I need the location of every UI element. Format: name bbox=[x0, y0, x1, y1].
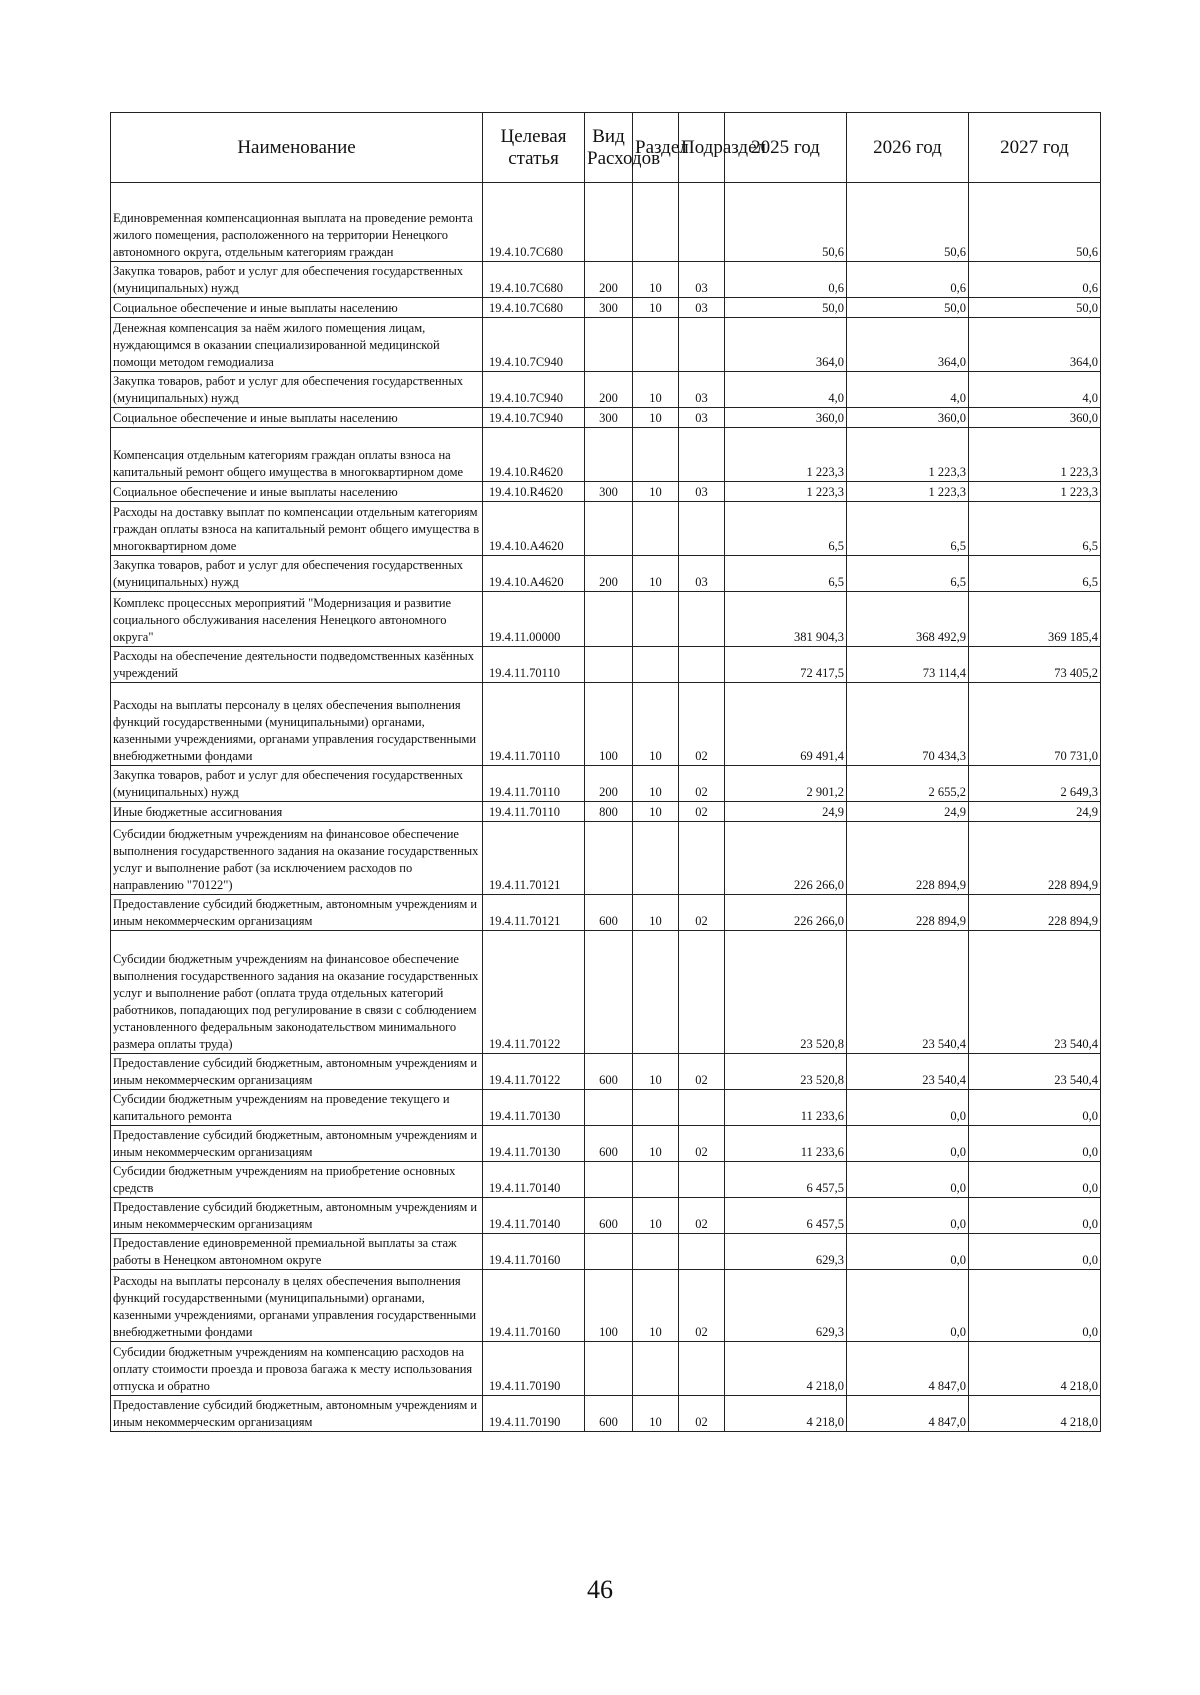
row-name: Расходы на выплаты персоналу в целях обеспечения выполнения функций государственными (муниципальными) органами, казенными учреждениями, органами управления государственными внебюджетными фондами bbox=[111, 1270, 483, 1342]
row-name: Субсидии бюджетным учреждениям на проведение текущего и капитального ремонта bbox=[111, 1090, 483, 1126]
row-name: Предоставление субсидий бюджетным, автономным учреждениям и иным некоммерческим организациям bbox=[111, 1054, 483, 1090]
row-value-2027: 4,0 bbox=[969, 372, 1101, 408]
row-name: Денежная компенсация за наём жилого помещения лицам, нуждающимся в оказании специализированной медицинской помощи методом гемодиализа bbox=[111, 318, 483, 372]
row-razdel: 10 bbox=[633, 556, 679, 592]
row-code: 19.4.11.70110 bbox=[483, 802, 585, 822]
row-podrazdel: 02 bbox=[679, 683, 725, 766]
row-vid bbox=[585, 822, 633, 895]
row-vid bbox=[585, 1234, 633, 1270]
row-value-2027: 0,0 bbox=[969, 1126, 1101, 1162]
row-vid: 200 bbox=[585, 556, 633, 592]
row-value-2027: 0,0 bbox=[969, 1234, 1101, 1270]
row-name: Компенсация отдельным категориям граждан оплаты взноса на капитальный ремонт общего имущества в многоквартирном доме bbox=[111, 428, 483, 482]
budget-table bbox=[110, 112, 1101, 1432]
table-body bbox=[111, 183, 1101, 1432]
row-razdel bbox=[633, 1234, 679, 1270]
row-vid: 300 bbox=[585, 298, 633, 318]
table-row bbox=[111, 372, 1101, 408]
row-name: Закупка товаров, работ и услуг для обеспечения государственных (муниципальных) нужд bbox=[111, 262, 483, 298]
row-razdel: 10 bbox=[633, 482, 679, 502]
row-vid: 300 bbox=[585, 408, 633, 428]
row-razdel bbox=[633, 183, 679, 262]
row-podrazdel: 03 bbox=[679, 262, 725, 298]
row-value-2027: 360,0 bbox=[969, 408, 1101, 428]
row-value-2025: 11 233,6 bbox=[725, 1126, 847, 1162]
header-2027: 2027 год bbox=[969, 113, 1101, 183]
row-value-2025: 360,0 bbox=[725, 408, 847, 428]
row-name: Предоставление субсидий бюджетным, автономным учреждениям и иным некоммерческим организациям bbox=[111, 1126, 483, 1162]
row-code: 19.4.10.7С940 bbox=[483, 318, 585, 372]
row-podrazdel bbox=[679, 1234, 725, 1270]
row-name: Расходы на выплаты персоналу в целях обеспечения выполнения функций государственными (муниципальными) органами, казенными учреждениями, органами управления государственными внебюджетными фондами bbox=[111, 683, 483, 766]
row-code: 19.4.11.70122 bbox=[483, 1054, 585, 1090]
row-code: 19.4.11.70190 bbox=[483, 1396, 585, 1432]
row-name: Субсидии бюджетным учреждениям на финансовое обеспечение выполнения государственного задания на оказание государственных услуг и выполнение работ (за исключением расходов по направлению "70122") bbox=[111, 822, 483, 895]
row-razdel bbox=[633, 502, 679, 556]
row-podrazdel bbox=[679, 931, 725, 1054]
row-value-2025: 23 520,8 bbox=[725, 1054, 847, 1090]
row-value-2026: 50,0 bbox=[847, 298, 969, 318]
row-value-2027: 4 218,0 bbox=[969, 1396, 1101, 1432]
table-row bbox=[111, 647, 1101, 683]
row-value-2027: 228 894,9 bbox=[969, 822, 1101, 895]
row-value-2026: 0,0 bbox=[847, 1090, 969, 1126]
row-name: Субсидии бюджетным учреждениям на финансовое обеспечение выполнения государственного задания на оказание государственных услуг и выполнение работ (оплата труда отдельных категорий работников, попадающих под регулирование в связи с соблюдением установленного федеральным законодательством минимального размера оплаты труда) bbox=[111, 931, 483, 1054]
row-value-2025: 6,5 bbox=[725, 556, 847, 592]
row-vid bbox=[585, 931, 633, 1054]
page-number: 46 bbox=[587, 1575, 613, 1604]
row-podrazdel: 02 bbox=[679, 802, 725, 822]
row-value-2027: 23 540,4 bbox=[969, 1054, 1101, 1090]
row-code: 19.4.11.70121 bbox=[483, 822, 585, 895]
row-value-2025: 4 218,0 bbox=[725, 1342, 847, 1396]
row-value-2027: 0,0 bbox=[969, 1090, 1101, 1126]
row-value-2026: 0,0 bbox=[847, 1234, 969, 1270]
row-value-2026: 4 847,0 bbox=[847, 1342, 969, 1396]
table-row bbox=[111, 502, 1101, 556]
row-vid bbox=[585, 647, 633, 683]
header-razdel: Раздел bbox=[633, 113, 679, 183]
row-code: 19.4.10.R4620 bbox=[483, 482, 585, 502]
row-vid bbox=[585, 592, 633, 647]
row-value-2026: 228 894,9 bbox=[847, 822, 969, 895]
row-value-2026: 2 655,2 bbox=[847, 766, 969, 802]
row-value-2026: 73 114,4 bbox=[847, 647, 969, 683]
row-vid bbox=[585, 183, 633, 262]
row-name: Предоставление субсидий бюджетным, автономным учреждениям и иным некоммерческим организациям bbox=[111, 1198, 483, 1234]
row-code: 19.4.10.7С940 bbox=[483, 408, 585, 428]
row-value-2027: 369 185,4 bbox=[969, 592, 1101, 647]
row-code: 19.4.11.70130 bbox=[483, 1090, 585, 1126]
row-value-2025: 50,0 bbox=[725, 298, 847, 318]
row-vid: 300 bbox=[585, 482, 633, 502]
row-value-2025: 364,0 bbox=[725, 318, 847, 372]
row-value-2027: 6,5 bbox=[969, 502, 1101, 556]
row-value-2026: 0,0 bbox=[847, 1162, 969, 1198]
row-vid: 100 bbox=[585, 683, 633, 766]
table-row bbox=[111, 802, 1101, 822]
table-header-row bbox=[111, 113, 1101, 183]
row-value-2027: 4 218,0 bbox=[969, 1342, 1101, 1396]
row-value-2025: 4,0 bbox=[725, 372, 847, 408]
row-name: Закупка товаров, работ и услуг для обеспечения государственных (муниципальных) нужд bbox=[111, 556, 483, 592]
row-podrazdel bbox=[679, 1090, 725, 1126]
row-podrazdel: 02 bbox=[679, 1198, 725, 1234]
row-value-2027: 228 894,9 bbox=[969, 895, 1101, 931]
header-2026: 2026 год bbox=[847, 113, 969, 183]
row-vid: 600 bbox=[585, 1126, 633, 1162]
row-razdel bbox=[633, 592, 679, 647]
row-name: Социальное обеспечение и иные выплаты населению bbox=[111, 482, 483, 502]
header-podrazdel: Подраздел bbox=[679, 113, 725, 183]
row-name: Расходы на доставку выплат по компенсации отдельным категориям граждан оплаты взноса на капитальный ремонт общего имущества в многоквартирном доме bbox=[111, 502, 483, 556]
row-podrazdel bbox=[679, 183, 725, 262]
row-value-2025: 2 901,2 bbox=[725, 766, 847, 802]
row-value-2026: 6,5 bbox=[847, 502, 969, 556]
row-code: 19.4.11.70122 bbox=[483, 931, 585, 1054]
row-value-2027: 0,0 bbox=[969, 1162, 1101, 1198]
row-razdel: 10 bbox=[633, 262, 679, 298]
row-razdel: 10 bbox=[633, 802, 679, 822]
row-value-2025: 24,9 bbox=[725, 802, 847, 822]
row-value-2025: 226 266,0 bbox=[725, 895, 847, 931]
row-podrazdel: 03 bbox=[679, 372, 725, 408]
row-razdel: 10 bbox=[633, 298, 679, 318]
row-podrazdel: 02 bbox=[679, 1126, 725, 1162]
row-podrazdel: 03 bbox=[679, 408, 725, 428]
row-name: Субсидии бюджетным учреждениям на компенсацию расходов на оплату стоимости проезда и провоза багажа к месту использования отпуска и обратно bbox=[111, 1342, 483, 1396]
row-code: 19.4.10.7С680 bbox=[483, 262, 585, 298]
row-value-2026: 23 540,4 bbox=[847, 1054, 969, 1090]
table-row bbox=[111, 262, 1101, 298]
table-row bbox=[111, 1198, 1101, 1234]
table-row bbox=[111, 1162, 1101, 1198]
row-podrazdel bbox=[679, 822, 725, 895]
row-podrazdel: 03 bbox=[679, 298, 725, 318]
row-name: Закупка товаров, работ и услуг для обеспечения государственных (муниципальных) нужд bbox=[111, 372, 483, 408]
row-podrazdel: 03 bbox=[679, 556, 725, 592]
row-razdel bbox=[633, 822, 679, 895]
row-name: Предоставление единовременной премиальной выплаты за стаж работы в Ненецком автономном округе bbox=[111, 1234, 483, 1270]
row-razdel bbox=[633, 1090, 679, 1126]
row-value-2026: 1 223,3 bbox=[847, 482, 969, 502]
row-value-2027: 50,0 bbox=[969, 298, 1101, 318]
row-code: 19.4.11.70121 bbox=[483, 895, 585, 931]
row-value-2026: 228 894,9 bbox=[847, 895, 969, 931]
row-vid bbox=[585, 1162, 633, 1198]
header-name: Наименование bbox=[111, 113, 483, 183]
row-razdel bbox=[633, 931, 679, 1054]
table-row bbox=[111, 1270, 1101, 1342]
row-value-2027: 1 223,3 bbox=[969, 428, 1101, 482]
row-code: 19.4.10.7С680 bbox=[483, 183, 585, 262]
row-code: 19.4.10.R4620 bbox=[483, 428, 585, 482]
row-value-2026: 24,9 bbox=[847, 802, 969, 822]
row-razdel: 10 bbox=[633, 372, 679, 408]
table-row bbox=[111, 318, 1101, 372]
row-podrazdel bbox=[679, 647, 725, 683]
row-razdel: 10 bbox=[633, 1270, 679, 1342]
row-value-2025: 11 233,6 bbox=[725, 1090, 847, 1126]
row-code: 19.4.11.70160 bbox=[483, 1270, 585, 1342]
row-vid: 600 bbox=[585, 1198, 633, 1234]
row-vid bbox=[585, 1090, 633, 1126]
budget-table-container bbox=[110, 112, 1100, 1432]
row-vid: 800 bbox=[585, 802, 633, 822]
row-podrazdel: 02 bbox=[679, 1396, 725, 1432]
row-vid bbox=[585, 318, 633, 372]
table-row bbox=[111, 556, 1101, 592]
table-row bbox=[111, 1090, 1101, 1126]
row-code: 19.4.10.7С940 bbox=[483, 372, 585, 408]
row-value-2026: 0,0 bbox=[847, 1198, 969, 1234]
table-row bbox=[111, 1342, 1101, 1396]
row-code: 19.4.11.70160 bbox=[483, 1234, 585, 1270]
row-value-2027: 364,0 bbox=[969, 318, 1101, 372]
table-row bbox=[111, 931, 1101, 1054]
row-vid: 600 bbox=[585, 1054, 633, 1090]
row-value-2025: 226 266,0 bbox=[725, 822, 847, 895]
row-value-2025: 69 491,4 bbox=[725, 683, 847, 766]
row-razdel bbox=[633, 428, 679, 482]
row-name: Субсидии бюджетным учреждениям на приобретение основных средств bbox=[111, 1162, 483, 1198]
row-value-2026: 0,6 bbox=[847, 262, 969, 298]
row-vid: 600 bbox=[585, 895, 633, 931]
row-value-2025: 1 223,3 bbox=[725, 428, 847, 482]
row-value-2026: 360,0 bbox=[847, 408, 969, 428]
row-vid bbox=[585, 1342, 633, 1396]
table-row bbox=[111, 1126, 1101, 1162]
row-value-2027: 70 731,0 bbox=[969, 683, 1101, 766]
row-name: Предоставление субсидий бюджетным, автономным учреждениям и иным некоммерческим организациям bbox=[111, 895, 483, 931]
row-value-2026: 50,6 bbox=[847, 183, 969, 262]
row-vid: 200 bbox=[585, 766, 633, 802]
row-value-2026: 23 540,4 bbox=[847, 931, 969, 1054]
row-value-2026: 6,5 bbox=[847, 556, 969, 592]
table-row bbox=[111, 183, 1101, 262]
row-name: Иные бюджетные ассигнования bbox=[111, 802, 483, 822]
row-value-2025: 1 223,3 bbox=[725, 482, 847, 502]
row-razdel bbox=[633, 1342, 679, 1396]
row-value-2025: 6,5 bbox=[725, 502, 847, 556]
row-razdel: 10 bbox=[633, 408, 679, 428]
row-value-2026: 70 434,3 bbox=[847, 683, 969, 766]
row-code: 19.4.11.70190 bbox=[483, 1342, 585, 1396]
row-value-2027: 6,5 bbox=[969, 556, 1101, 592]
row-value-2025: 381 904,3 bbox=[725, 592, 847, 647]
row-name: Социальное обеспечение и иные выплаты населению bbox=[111, 298, 483, 318]
row-razdel: 10 bbox=[633, 1054, 679, 1090]
row-value-2025: 6 457,5 bbox=[725, 1162, 847, 1198]
row-razdel: 10 bbox=[633, 1126, 679, 1162]
row-podrazdel: 02 bbox=[679, 766, 725, 802]
row-value-2027: 0,0 bbox=[969, 1270, 1101, 1342]
row-code: 19.4.11.70110 bbox=[483, 766, 585, 802]
row-name: Единовременная компенсационная выплата на проведение ремонта жилого помещения, расположенного на территории Ненецкого автономного округа, отдельным категориям граждан bbox=[111, 183, 483, 262]
table-row bbox=[111, 482, 1101, 502]
table-row bbox=[111, 1054, 1101, 1090]
row-razdel bbox=[633, 318, 679, 372]
row-razdel: 10 bbox=[633, 1396, 679, 1432]
row-value-2027: 50,6 bbox=[969, 183, 1101, 262]
table-row bbox=[111, 298, 1101, 318]
row-razdel: 10 bbox=[633, 683, 679, 766]
row-value-2025: 50,6 bbox=[725, 183, 847, 262]
row-value-2026: 368 492,9 bbox=[847, 592, 969, 647]
row-name: Предоставление субсидий бюджетным, автономным учреждениям и иным некоммерческим организациям bbox=[111, 1396, 483, 1432]
row-value-2025: 0,6 bbox=[725, 262, 847, 298]
row-razdel: 10 bbox=[633, 1198, 679, 1234]
row-code: 19.4.11.70140 bbox=[483, 1162, 585, 1198]
row-name: Социальное обеспечение и иные выплаты населению bbox=[111, 408, 483, 428]
row-code: 19.4.10.А4620 bbox=[483, 502, 585, 556]
row-podrazdel bbox=[679, 1162, 725, 1198]
row-razdel: 10 bbox=[633, 766, 679, 802]
table-row bbox=[111, 428, 1101, 482]
row-code: 19.4.11.70110 bbox=[483, 647, 585, 683]
row-value-2026: 0,0 bbox=[847, 1126, 969, 1162]
row-value-2025: 629,3 bbox=[725, 1234, 847, 1270]
row-name: Расходы на обеспечение деятельности подведомственных казённых учреждений bbox=[111, 647, 483, 683]
header-vid: Вид Расходов bbox=[585, 113, 633, 183]
table-row bbox=[111, 1234, 1101, 1270]
row-vid: 600 bbox=[585, 1396, 633, 1432]
row-podrazdel bbox=[679, 502, 725, 556]
row-razdel bbox=[633, 647, 679, 683]
row-value-2025: 6 457,5 bbox=[725, 1198, 847, 1234]
row-value-2027: 1 223,3 bbox=[969, 482, 1101, 502]
table-row bbox=[111, 822, 1101, 895]
row-code: 19.4.11.70130 bbox=[483, 1126, 585, 1162]
row-podrazdel bbox=[679, 428, 725, 482]
row-podrazdel: 02 bbox=[679, 1054, 725, 1090]
row-name: Комплекс процессных мероприятий "Модернизация и развитие социального обслуживания населения Ненецкого автономного округа" bbox=[111, 592, 483, 647]
row-value-2027: 2 649,3 bbox=[969, 766, 1101, 802]
header-2025: 2025 год bbox=[725, 113, 847, 183]
row-podrazdel bbox=[679, 1342, 725, 1396]
row-podrazdel bbox=[679, 592, 725, 647]
row-value-2026: 4,0 bbox=[847, 372, 969, 408]
table-row bbox=[111, 1396, 1101, 1432]
row-value-2026: 0,0 bbox=[847, 1270, 969, 1342]
row-code: 19.4.11.70110 bbox=[483, 683, 585, 766]
row-value-2026: 4 847,0 bbox=[847, 1396, 969, 1432]
row-value-2027: 0,6 bbox=[969, 262, 1101, 298]
row-value-2027: 24,9 bbox=[969, 802, 1101, 822]
row-vid bbox=[585, 502, 633, 556]
row-value-2025: 629,3 bbox=[725, 1270, 847, 1342]
row-value-2025: 23 520,8 bbox=[725, 931, 847, 1054]
row-code: 19.4.10.7С680 bbox=[483, 298, 585, 318]
row-razdel: 10 bbox=[633, 895, 679, 931]
table-row bbox=[111, 408, 1101, 428]
row-vid: 100 bbox=[585, 1270, 633, 1342]
row-value-2027: 0,0 bbox=[969, 1198, 1101, 1234]
row-vid: 200 bbox=[585, 262, 633, 298]
table-row bbox=[111, 683, 1101, 766]
table-row bbox=[111, 895, 1101, 931]
row-razdel bbox=[633, 1162, 679, 1198]
header-code: Целевая статья bbox=[483, 113, 585, 183]
row-name: Закупка товаров, работ и услуг для обеспечения государственных (муниципальных) нужд bbox=[111, 766, 483, 802]
row-vid: 200 bbox=[585, 372, 633, 408]
row-code: 19.4.11.00000 bbox=[483, 592, 585, 647]
row-podrazdel: 03 bbox=[679, 482, 725, 502]
row-podrazdel: 02 bbox=[679, 895, 725, 931]
row-podrazdel: 02 bbox=[679, 1270, 725, 1342]
row-value-2026: 364,0 bbox=[847, 318, 969, 372]
table-row bbox=[111, 766, 1101, 802]
row-code: 19.4.11.70140 bbox=[483, 1198, 585, 1234]
row-podrazdel bbox=[679, 318, 725, 372]
row-vid bbox=[585, 428, 633, 482]
row-value-2025: 4 218,0 bbox=[725, 1396, 847, 1432]
table-row bbox=[111, 592, 1101, 647]
row-code: 19.4.10.А4620 bbox=[483, 556, 585, 592]
row-value-2026: 1 223,3 bbox=[847, 428, 969, 482]
row-value-2025: 72 417,5 bbox=[725, 647, 847, 683]
row-value-2027: 23 540,4 bbox=[969, 931, 1101, 1054]
row-value-2027: 73 405,2 bbox=[969, 647, 1101, 683]
